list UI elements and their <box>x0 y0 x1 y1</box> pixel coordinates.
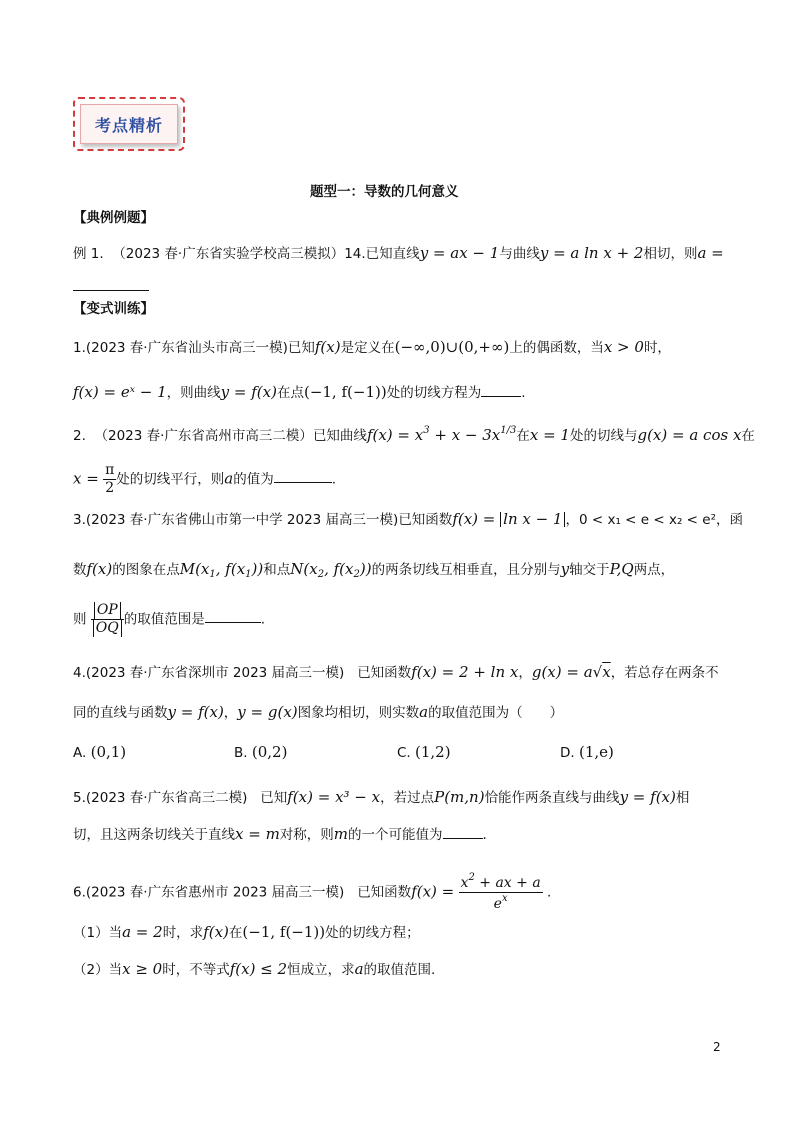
problem-6-text: 已知函数 <box>357 884 412 901</box>
problem-5-m: m <box>333 825 349 843</box>
option-d-label: D. <box>560 745 575 761</box>
problem-5-end: . <box>482 827 487 843</box>
problem-1-number: 1. <box>73 340 86 356</box>
problem-6-fraction: $\frac{x^2 + ax + a}{e^x}$ <box>460 872 541 912</box>
problem-5-line-1 <box>73 790 689 806</box>
example-1-a-eq: a = <box>697 244 724 262</box>
option-c-label: C. <box>397 745 411 761</box>
answer-blank <box>274 470 332 483</box>
problem-2-text: 在 <box>741 428 755 444</box>
problem-5-text: 切，且这两条切线关于直线 <box>73 827 235 843</box>
problem-1-fx: f(x) <box>314 338 341 356</box>
problem-4-text: 图象均相切，则实数 <box>297 705 420 721</box>
problem-6-line-1: 6.(2023 春·广东省惠州市 2023 届高三一模) 已知函数f(x) = $\frac{x^2 + ax + a}{e^x}$ . <box>73 872 552 912</box>
problem-3-text: 轴交于 <box>569 562 610 578</box>
example-1-mid: 与曲线 <box>499 246 540 262</box>
problem-6-x-cond: x ≥ 0 <box>122 960 163 978</box>
option-c[interactable] <box>397 745 451 761</box>
problem-4-number: 4. <box>73 665 86 681</box>
heading-example: 【典例例题】 <box>73 210 154 226</box>
problem-2-a: a <box>224 469 234 488</box>
problem-2-text: 处的切线平行，则 <box>116 471 225 488</box>
example-1-tail: 相切，则 <box>643 246 698 262</box>
problem-2-text: 的值为 <box>233 471 274 488</box>
problem-5-line-xm: x = m <box>235 825 280 843</box>
problem-3-text: 的取值范围是 <box>123 611 205 628</box>
problem-3-text: 则 <box>73 611 87 628</box>
problem-1-point: (−1, f(−1)) <box>303 383 387 401</box>
problem-3-condition: ，0 < x₁ < e < x₂ < e²，函 <box>565 512 743 528</box>
problem-3-f: f(x) = ln x − 1 <box>452 510 565 528</box>
problem-5-text: ，若过点 <box>380 790 435 806</box>
problem-6-text: 恒成立，求 <box>287 962 355 978</box>
problem-6-a: a <box>354 960 364 978</box>
problem-3-text: 数 <box>73 562 87 578</box>
problem-2-line-1 <box>73 426 755 444</box>
problem-1-text: 已知 <box>287 340 315 356</box>
problem-5-line-2 <box>73 826 487 843</box>
problem-3-text: 的两条切线互相垂直，且分别与 <box>371 562 561 578</box>
problem-4-line-2 <box>73 705 563 721</box>
problem-6-source: (2023 春·广东省惠州市 2023 届高三一模) <box>85 884 345 901</box>
problem-3-point-m: $M(x_1$, $f(x_1)$) <box>179 560 264 580</box>
problem-1-line-2 <box>73 384 526 401</box>
problem-5-curve: y = f(x) <box>619 788 676 806</box>
problem-6-number: 6. <box>73 884 86 901</box>
problem-2-text: 在 <box>516 428 530 444</box>
problem-4-text: 同的直线与函数 <box>73 705 168 721</box>
problem-2-number: 2. <box>73 428 86 444</box>
example-1-prefix: 例 1. <box>73 246 104 262</box>
problem-6-text: 在 <box>228 925 243 941</box>
problem-3-end: . <box>260 611 266 628</box>
problem-1-text: 在点 <box>276 385 304 401</box>
problem-5-point-p: P(m,n) <box>434 788 485 806</box>
problem-4-text: 已知函数 <box>357 665 412 681</box>
problem-4-text: ，若总存在两条不 <box>610 665 719 681</box>
problem-5-f: f(x) = x³ − x <box>287 788 381 806</box>
problem-2-end: . <box>331 471 337 488</box>
problem-4-y-fx: y = f(x) <box>167 703 224 721</box>
problem-5-text: 相 <box>675 790 690 806</box>
problem-6-inequality: f(x) ≤ 2 <box>229 960 288 978</box>
problem-4-text: ， <box>518 665 532 681</box>
problem-6-part-2 <box>73 962 435 978</box>
banner-label: 考点精析 <box>94 115 163 135</box>
problem-1-line-1 <box>73 340 671 356</box>
problem-6-text: 的取值范围. <box>363 962 436 978</box>
problem-6-part-1 <box>73 925 420 941</box>
problem-3-pq: P,Q <box>609 560 634 578</box>
problem-5-text: 对称，则 <box>279 827 334 843</box>
problem-6-part-1-text: （1）当 <box>73 925 123 941</box>
problem-5-source: (2023 春·广东省高三二模) <box>85 790 248 806</box>
problem-2-curve-eq: $f(x) = x^3 + x - 3x^{1/3}$ <box>366 425 517 444</box>
problem-3-text: 已知函数 <box>398 512 453 528</box>
problem-3-line-3 <box>73 602 265 637</box>
problem-6-fx: f(x) <box>203 923 229 941</box>
banner <box>80 104 178 144</box>
problem-2-x-pi-half: x = <box>73 469 99 488</box>
problem-4-line-1 <box>73 665 719 681</box>
problem-2-g: g(x) = a cos x <box>637 426 742 444</box>
problem-4-g: g(x) = a√x <box>531 663 611 681</box>
problem-6-point: (−1, f(−1)) <box>242 923 326 941</box>
answer-blank <box>443 826 483 839</box>
problem-1-text: 是定义在 <box>340 340 395 356</box>
example-1-source: （2023 春·广东省实验学校高三模拟）14.已知直线 <box>112 246 420 262</box>
example-1 <box>73 246 724 262</box>
problem-1-end: . <box>521 385 526 401</box>
option-a[interactable] <box>73 745 126 761</box>
problem-1-text: 时， <box>643 340 671 356</box>
problem-1-equation: f(x) = eˣ − 1 <box>73 383 167 401</box>
problem-3-source: (2023 春·广东省佛山市第一中学 2023 届高三一模) <box>85 512 399 528</box>
problem-1-text: 上的偶函数，当 <box>509 340 604 356</box>
option-d-value: (1,e) <box>578 743 614 761</box>
problem-6-text: 时，求 <box>162 925 204 941</box>
op-oq-fraction: $\frac{OP}{OQ}$ <box>91 602 124 637</box>
problem-5-text: 的一个可能值为 <box>348 827 443 843</box>
option-a-value: (0,1) <box>90 743 127 761</box>
problem-3-fx: f(x) <box>86 560 113 578</box>
option-c-value: (1,2) <box>415 743 451 761</box>
problem-2-line-2 <box>73 462 336 497</box>
problem-4-a: a <box>419 703 429 721</box>
page-number: 2 <box>713 1040 721 1054</box>
problem-3-text: 两点， <box>633 562 675 578</box>
section-title: 题型一：导数的几何意义 <box>310 184 459 200</box>
option-a-label: A. <box>73 745 87 761</box>
problem-6-f: f(x) = <box>411 882 455 901</box>
problem-2-text: 处的切线与 <box>569 428 638 444</box>
problem-3-point-n: $N(x_2$, $f(x_2)$) <box>290 560 372 580</box>
problem-1-text: 处的切线方程为 <box>386 385 482 401</box>
problem-6-a-value: a = 2 <box>122 923 163 941</box>
heading-practice: 【变式训练】 <box>73 301 154 317</box>
problem-1-curve: y = f(x) <box>220 383 277 401</box>
problem-3-text: 的图象在点 <box>112 562 180 578</box>
option-d[interactable] <box>560 745 614 761</box>
example-1-curve-eq: y = a ln x + 2 <box>539 244 644 262</box>
problem-3-number: 3. <box>73 512 86 528</box>
problem-1-domain: (−∞,0)∪(0,+∞) <box>394 338 510 356</box>
answer-blank <box>481 384 521 397</box>
problem-1-text: ，则曲线 <box>166 385 221 401</box>
problem-2-text: 已知曲线 <box>312 428 367 444</box>
problem-5-text: 恰能作两条直线与曲线 <box>484 790 620 806</box>
problem-6-text: 时，不等式 <box>162 962 230 978</box>
problem-6-part-2-text: （2）当 <box>73 962 123 978</box>
answer-blank <box>205 610 261 623</box>
pi-half-fraction: $\frac{\pi}{2}$ <box>105 462 115 496</box>
problem-4-f: f(x) = 2 + ln x <box>411 663 519 681</box>
problem-2-x-value: x = 1 <box>529 426 570 444</box>
problem-3-text: 和点 <box>263 562 291 578</box>
problem-4-text: ， <box>223 705 238 721</box>
problem-4-y-gx: y = g(x) <box>237 703 298 721</box>
problem-3-line-1 <box>73 512 743 528</box>
problem-1-source: (2023 春·广东省汕头市高三一模) <box>85 340 288 356</box>
problem-1-condition: x > 0 <box>603 338 644 356</box>
option-b-label: B. <box>234 745 248 761</box>
problem-3-y: y <box>560 560 570 578</box>
problem-5-text: 已知 <box>260 790 288 806</box>
option-b-value: (0,2) <box>251 743 288 761</box>
problem-4-source: (2023 春·广东省深圳市 2023 届高三一模) <box>85 665 345 681</box>
problem-6-text: 处的切线方程； <box>325 925 420 941</box>
problem-4-text: 的取值范围为（ ） <box>428 705 564 721</box>
example-1-answer-line <box>73 278 149 295</box>
problem-5-number: 5. <box>73 790 86 806</box>
example-1-line-eq: y = ax − 1 <box>419 244 500 262</box>
answer-blank <box>73 278 149 291</box>
problem-3-line-2 <box>73 562 674 580</box>
problem-2-source: （2023 春·广东省高州市高三二模） <box>94 428 313 444</box>
option-b[interactable] <box>234 745 287 761</box>
